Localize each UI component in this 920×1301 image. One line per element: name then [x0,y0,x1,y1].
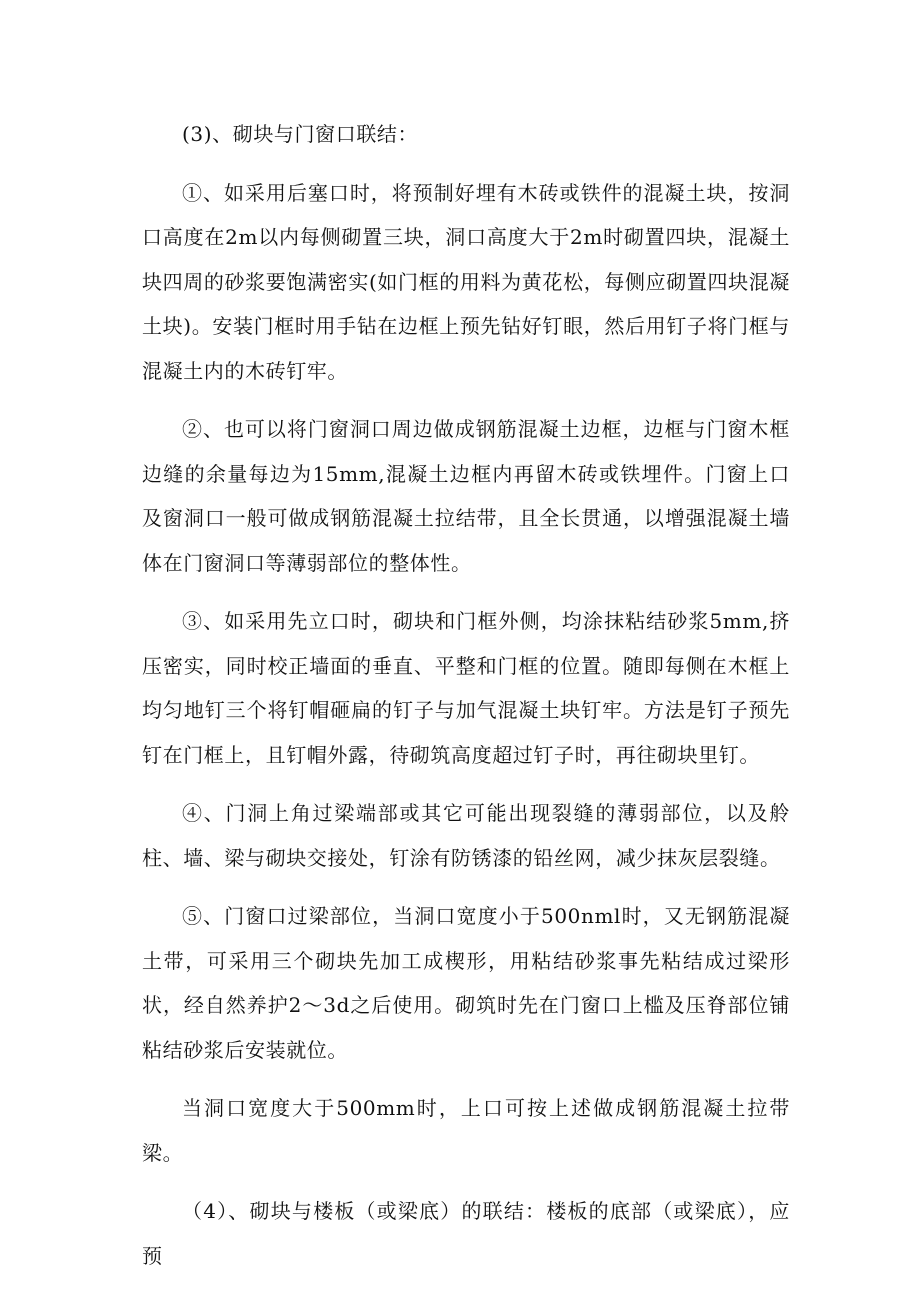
paragraph-item-3: ③、如采用先立口时，砌块和门框外侧，均涂抹粘结砂浆5mm,挤压密实，同时校正墙面的垂直、平整和门框的位置。随即每侧在木框上均匀地钉三个将钉帽砸扁的钉子与加气混凝土块钉牢。方法是钉子预先钉在门框上，且钉帽外露，待砌筑高度超过钉子时，再往砌块里钉。 [142,609,790,767]
paragraph-item-1: ①、如采用后塞口时，将预制好埋有木砖或铁件的混凝土块，按洞口高度在2m以内每侧砌置三块，洞口高度大于2m时砌置四块，混凝土块四周的砂浆要饱满密实(如门框的用料为黄花松，每侧应砌置四块混凝土块)。安装门框时用手钻在边框上预先钻好钉眼，然后用钉子将门框与混凝土内的木砖钉牢。 [142,180,790,383]
paragraph-item-5: ⑤、门窗口过梁部位，当洞口宽度小于500nml时，又无钢筋混凝土带，可采用三个砌块先加工成楔形，用粘结砂浆事先粘结成过梁形状，经自然养护2～3d之后使用。砌筑时先在门窗口上槛及压脊部位铺粘结砂浆后安装就位。 [142,904,790,1062]
paragraph-item-2: ②、也可以将门窗洞口周边做成钢筋混凝土边框，边框与门窗木框边缝的余量每边为15mm,混凝土边框内再留木砖或铁埋件。门窗上口及窗洞口一般可做成钢筋混凝土拉结带，且全长贯通，以增强混凝土墙体在门窗洞口等薄弱部位的整体性。 [142,417,790,575]
section-heading-4: （4）、砌块与楼板（或梁底）的联结：楼板的底部（或梁底），应预 [142,1199,790,1268]
section-heading-3: (3)、砌块与门窗口联结： [182,122,419,146]
paragraph-item-4: ④、门洞上角过梁端部或其它可能出现裂缝的薄弱部位，以及舲柱、墙、梁与砌块交接处，钉涂有防锈漆的铅丝网，减少抹灰层裂缝。 [142,801,790,870]
document-body [142,112,790,1292]
paragraph-note: 当洞口宽度大于500mm时，上口可按上述做成钢筋混凝土拉带梁。 [142,1096,790,1165]
